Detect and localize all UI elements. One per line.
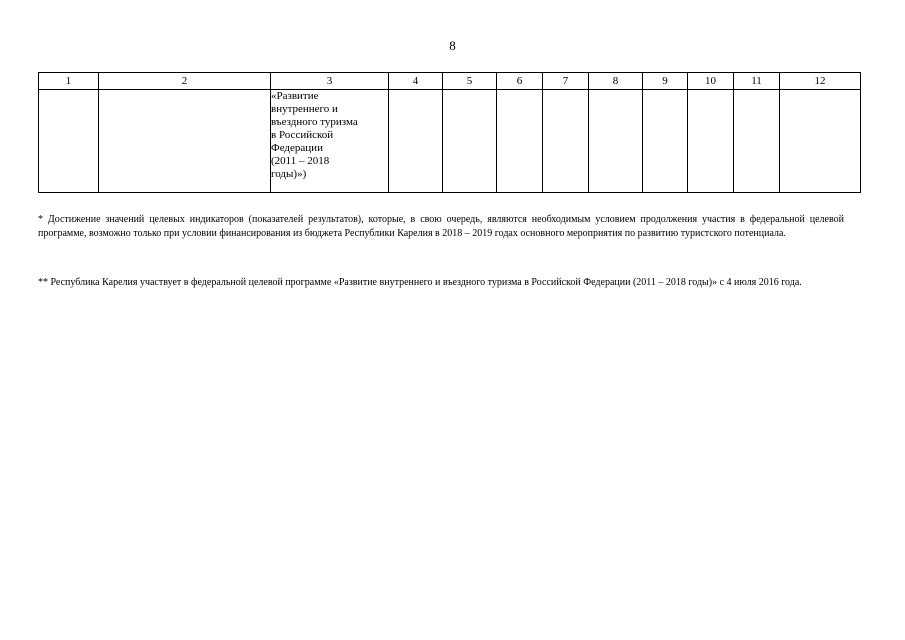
column-header-12: 12 <box>780 73 861 90</box>
main-table <box>38 72 861 193</box>
column-header-7: 7 <box>543 73 589 90</box>
column-header-10: 10 <box>688 73 734 90</box>
table-cell-col6 <box>497 90 543 193</box>
column-header-5: 5 <box>443 73 497 90</box>
table-cell-col7 <box>543 90 589 193</box>
table-cell-col1 <box>39 90 99 193</box>
program-name-cell: «Развитие внутреннего и въездного туризма в Российской Федерации (2011 – 2018 годы)») <box>271 90 389 193</box>
column-header-2: 2 <box>99 73 271 90</box>
footnote-indicators: * Достижение значений целевых индикаторов (показателей результатов), которые, в свою очередь, являются необходимым условием продолжения участия в федеральной целевой программе, возможно только при условии финансирования из бюджета Республики Карелия в 2018 – 2019 годах основного мероприятия по развитию туристского потенциала. <box>38 214 844 239</box>
header-row <box>39 73 861 90</box>
table-cell-col12 <box>780 90 861 193</box>
column-header-4: 4 <box>389 73 443 90</box>
footnote-participation: ** Республика Карелия участвует в федеральной целевой программе «Развитие внутреннего и въездного туризма в Российской Федерации (2011 – 2018 годы)» с 4 июля 2016 года. <box>38 277 802 288</box>
table-cell-col2 <box>99 90 271 193</box>
column-header-8: 8 <box>589 73 643 90</box>
column-header-11: 11 <box>734 73 780 90</box>
table-cell-col11 <box>734 90 780 193</box>
table-cell-col10 <box>688 90 734 193</box>
table-row <box>39 90 861 193</box>
column-header-6: 6 <box>497 73 543 90</box>
table-cell-col5 <box>443 90 497 193</box>
column-header-1: 1 <box>39 73 99 90</box>
page-number: 8 <box>449 38 456 53</box>
column-header-3: 3 <box>271 73 389 90</box>
table-cell-col8 <box>589 90 643 193</box>
table-cell-col4 <box>389 90 443 193</box>
column-header-9: 9 <box>643 73 688 90</box>
table-cell-col9 <box>643 90 688 193</box>
